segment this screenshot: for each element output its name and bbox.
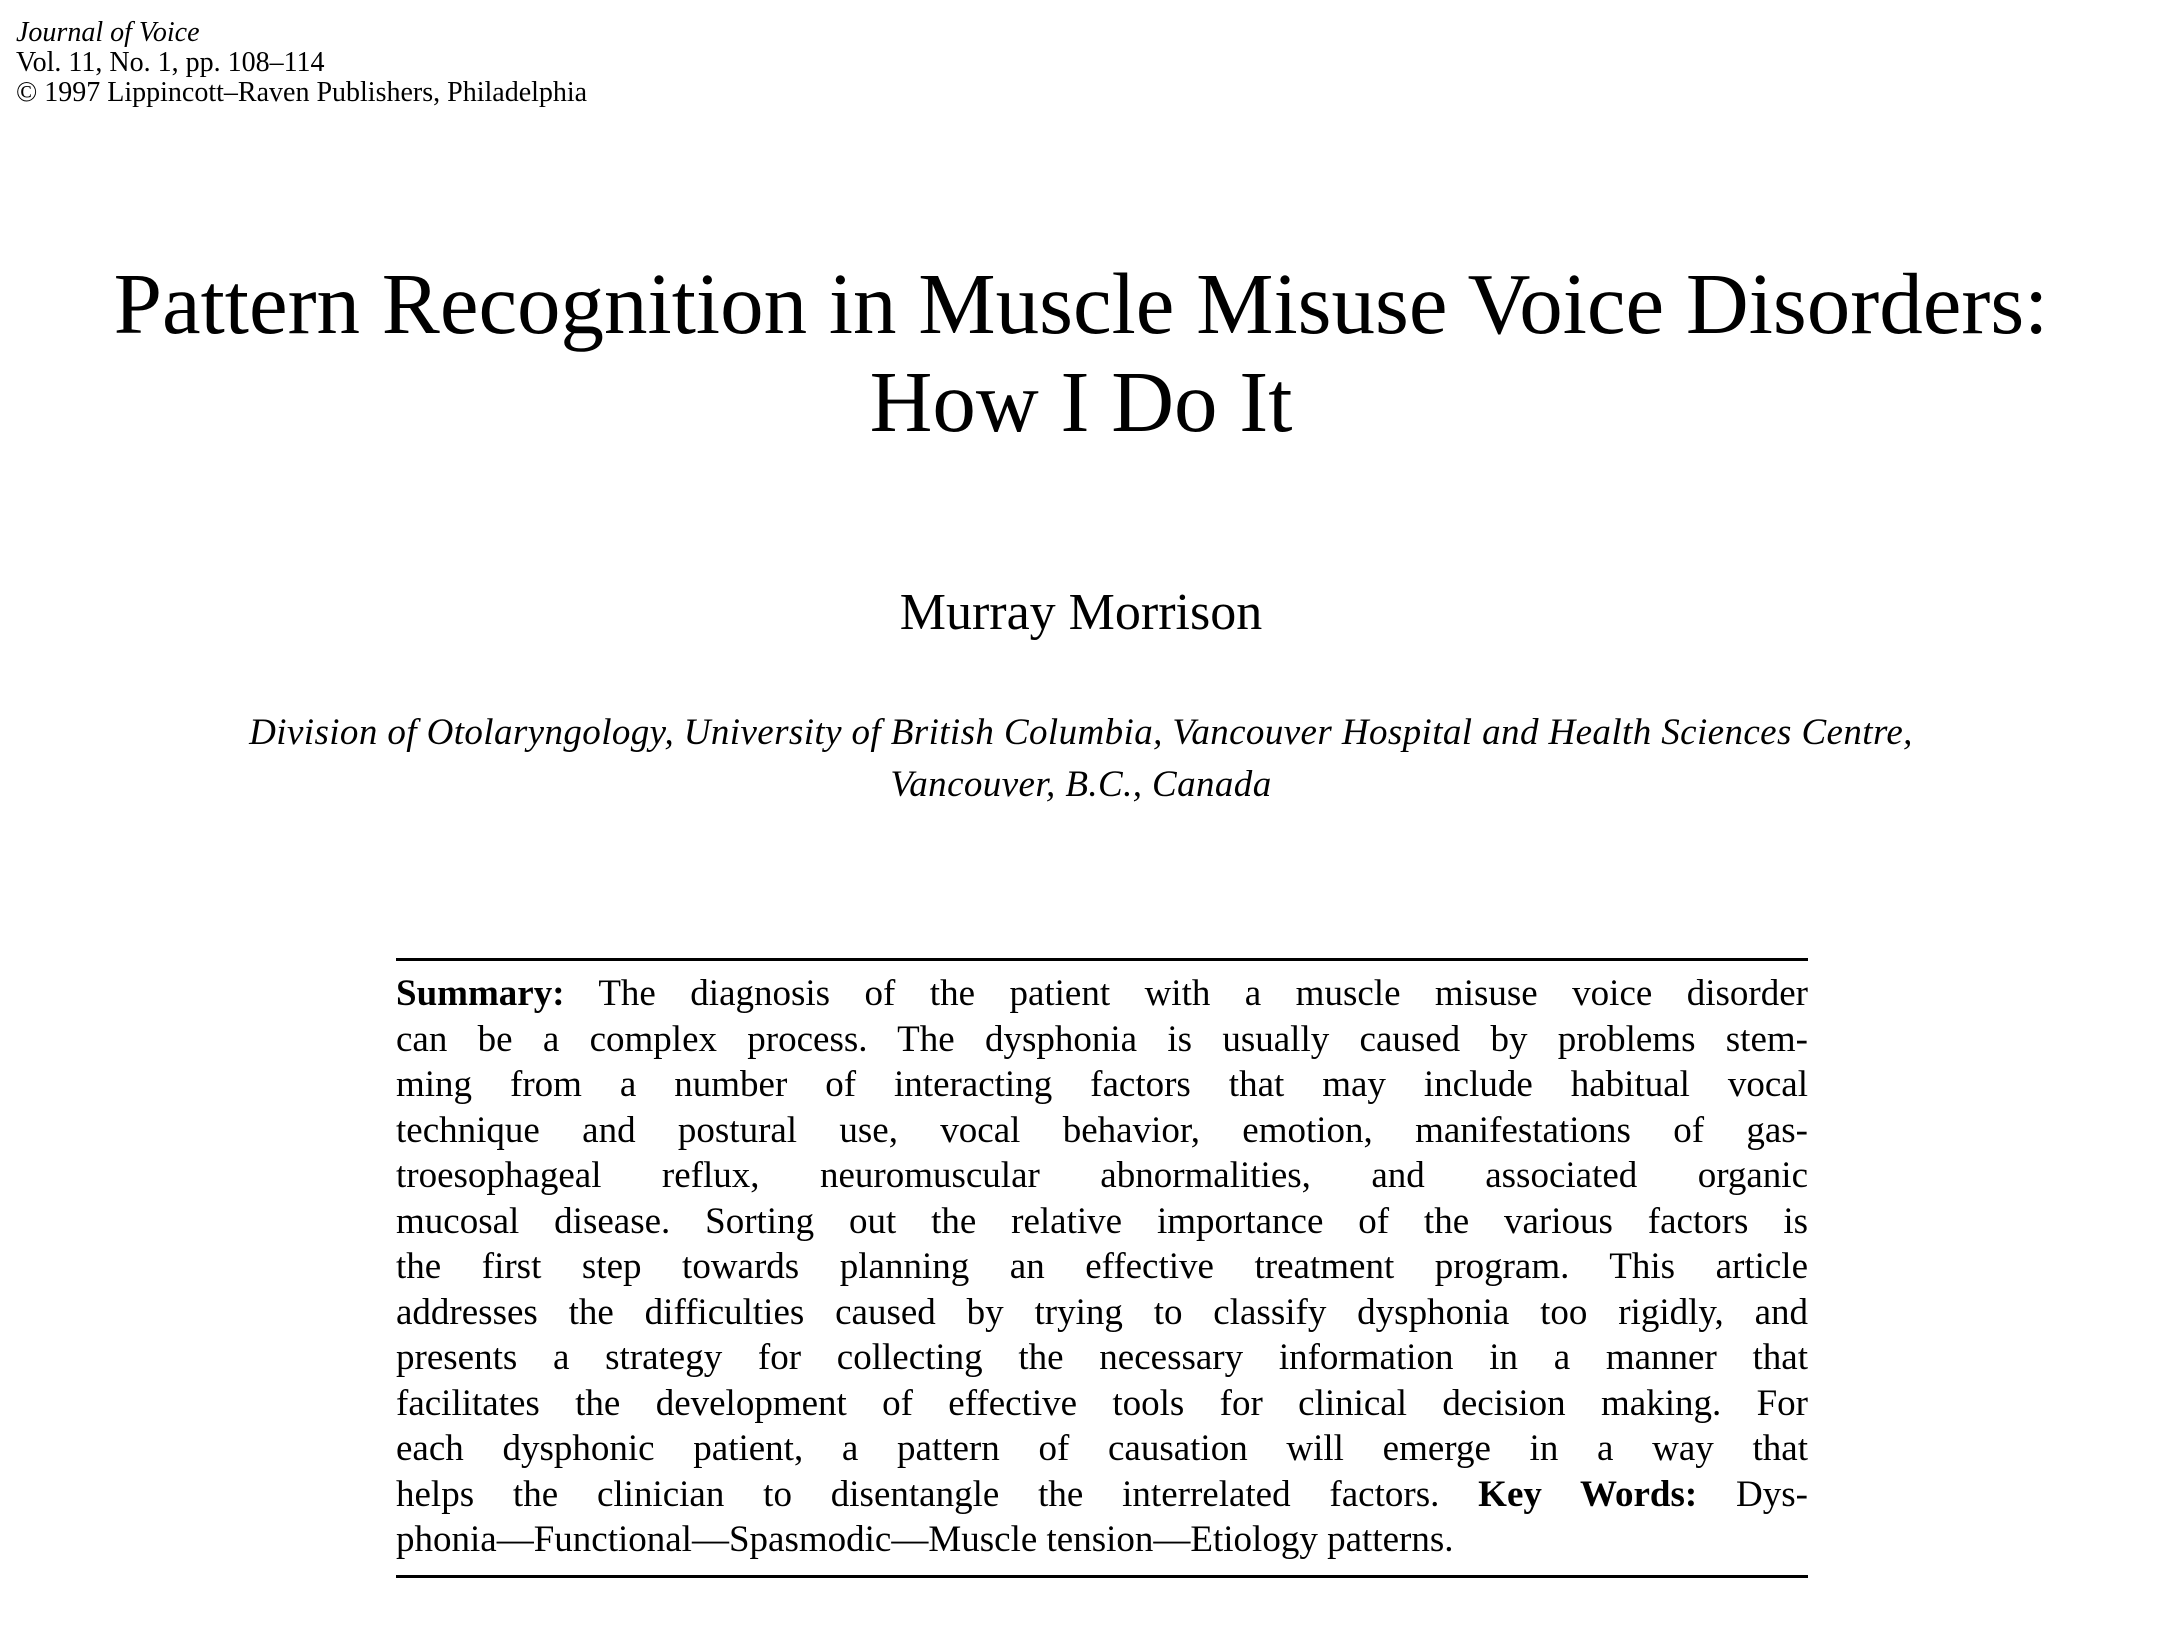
keywords-text: Dys-: [1736, 1473, 1808, 1515]
abstract-text: helps the clinician to disentangle the interrelated factors.: [396, 1473, 1440, 1515]
affiliation-line-2: Vancouver, B.C., Canada: [890, 764, 1272, 805]
journal-volume: Vol. 11, No. 1, pp. 108–114: [16, 47, 325, 78]
abstract-text: The diagnosis of the patient with a muscle misuse voice disorder: [598, 973, 1808, 1014]
journal-masthead: [16, 18, 916, 108]
author-name: Murray Morrison: [899, 584, 1263, 641]
journal-copyright: © 1997 Lippincott–Raven Publishers, Philadelphia: [16, 77, 588, 108]
title-line-2: How I Do It: [869, 353, 1293, 450]
abstract-line: presents a strategy for collecting the necessary information in a manner that: [396, 1337, 1808, 1378]
abstract-line: facilitates the development of effective tools for clinical decision making. For: [396, 1382, 1808, 1424]
abstract-line: mucosal disease. Sorting out the relative importance of the various factors is: [396, 1200, 1808, 1242]
abstract-line: ming from a number of interacting factors that may include habitual vocal: [396, 1064, 1808, 1105]
keywords-line: phonia—Functional—Spasmodic—Muscle tension—Etiology patterns.: [396, 1519, 1454, 1560]
abstract-line: can be a complex process. The dysphonia is usually caused by problems stem-: [396, 1018, 1808, 1060]
journal-name: Journal of Voice: [16, 17, 200, 48]
affiliation-line-1: Division of Otolaryngology, University of British Columbia, Vancouver Hospital and Health Sciences Centre,: [249, 712, 1913, 753]
abstract-line: troesophageal reflux, neuromuscular abnormalities, and associated organic: [396, 1155, 1808, 1196]
abstract-box: [396, 958, 1808, 1578]
abstract-line: addresses the difficulties caused by trying to classify dysphonia too rigidly, and: [396, 1291, 1808, 1333]
summary-label: Summary:: [396, 973, 565, 1014]
author-affiliation: [0, 707, 2162, 811]
abstract-line: [396, 1472, 1808, 1518]
abstract-line: the first step towards planning an effective treatment program. This article: [396, 1246, 1808, 1287]
abstract-line: [396, 971, 1808, 1017]
abstract-line: technique and postural use, vocal behavior, emotion, manifestations of gas-: [396, 1109, 1808, 1151]
title-line-1: Pattern Recognition in Muscle Misuse Voice Disorders:: [113, 255, 2049, 352]
abstract-line: each dysphonic patient, a pattern of causation will emerge in a way that: [396, 1428, 1808, 1469]
keywords-label: Key Words:: [1478, 1473, 1698, 1515]
article-title: [0, 255, 2162, 451]
